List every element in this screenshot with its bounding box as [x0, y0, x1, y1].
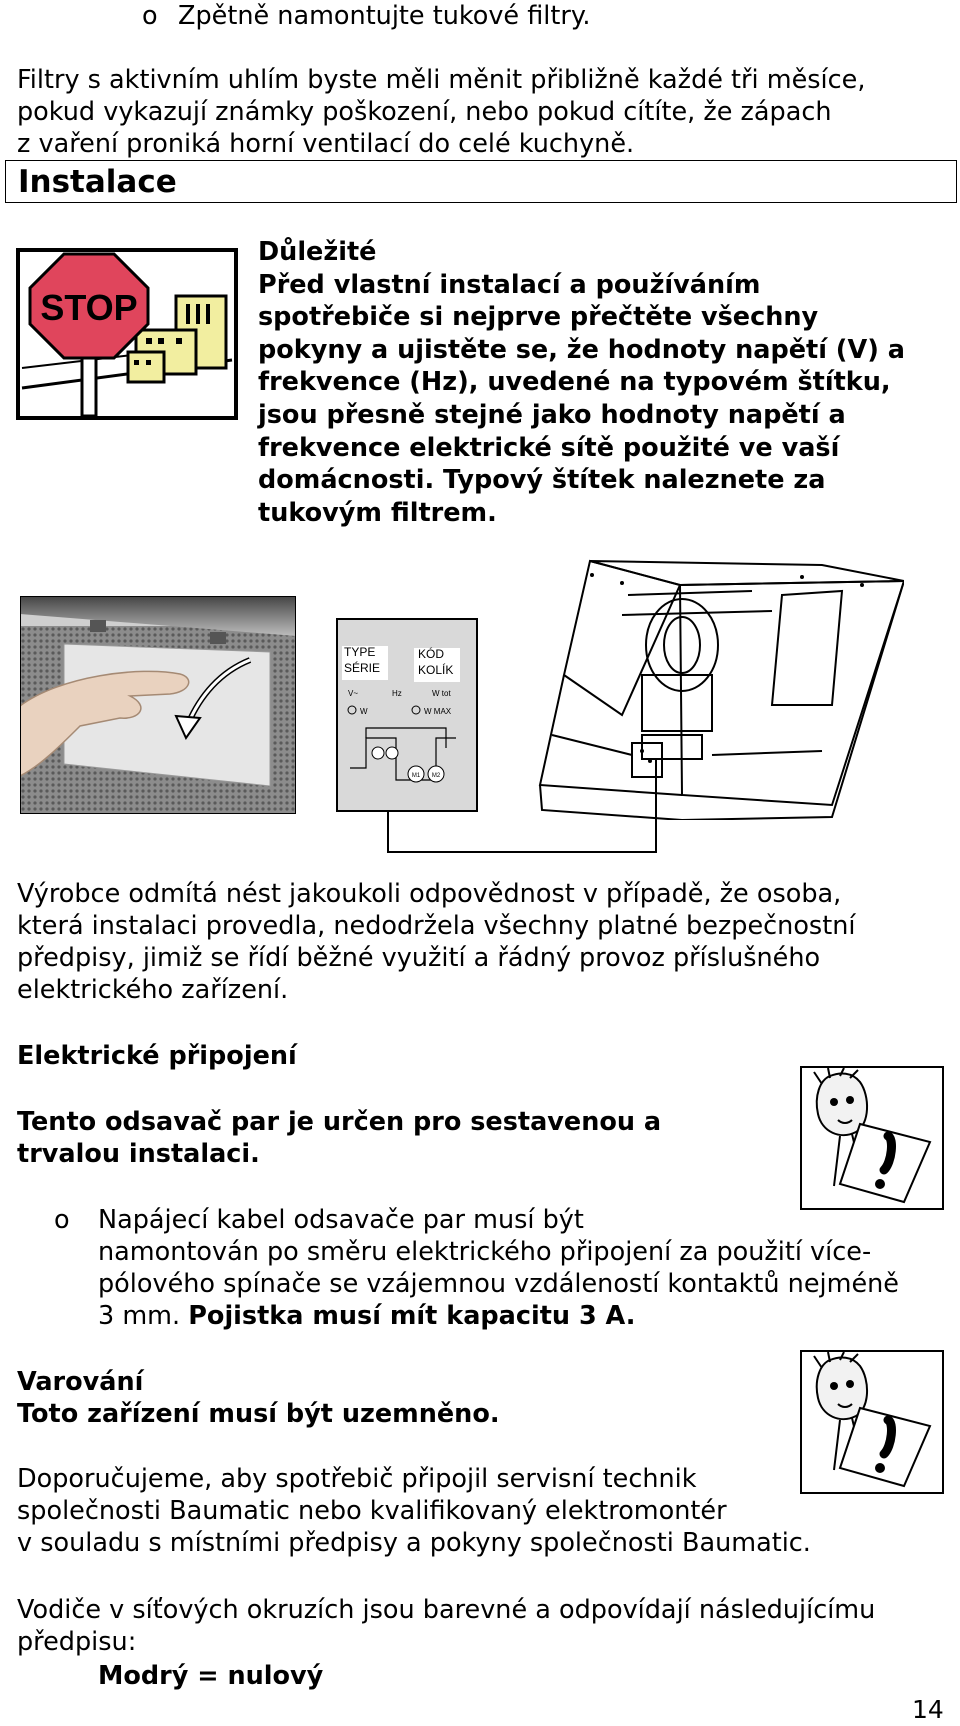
hood-diagram: [532, 555, 904, 820]
svg-text:W: W: [360, 707, 368, 716]
page-number: 14: [912, 1695, 944, 1724]
svg-text:V~: V~: [348, 689, 359, 698]
warning-text: Toto zařízení musí být uzemněno.: [17, 1399, 500, 1429]
svg-text:Hz: Hz: [392, 689, 402, 698]
wires-paragraph: Vodiče v síťových okruzích jsou barevné a odpovídají následujícímu předpisu:: [17, 1595, 876, 1657]
section-header: [5, 160, 957, 203]
svg-text:W tot: W tot: [432, 689, 451, 698]
important-heading: Důležité: [258, 237, 377, 267]
stop-sign-illustration: [16, 248, 238, 420]
warning-block: [17, 1366, 500, 1430]
bullet-text: Zpětně namontujte tukové filtry.: [178, 1, 591, 31]
warning-cartoon-icon: [800, 1066, 944, 1210]
liability-paragraph: Výrobce odmítá nést jakoukoli odpovědnost v případě, že osoba, která instalaci provedla, nedodržela všechny platné bezpečnostní předpisy, jimiž se řídí běžné využití a řádný provoz příslušného elektrického zařízení.: [17, 879, 856, 1005]
section-title: Instalace: [18, 164, 177, 200]
fuse-capacity: Pojistka musí mít kapacitu 3 A.: [188, 1301, 636, 1331]
warning-cartoon-icon-2: [800, 1350, 944, 1494]
svg-text:M2: M2: [431, 773, 441, 779]
wire-rule: Modrý = nulový: [98, 1661, 324, 1691]
bullet-marker: o: [142, 1, 158, 31]
fixed-install-notice: Tento odsavač par je určen pro sestavenou a trvalou instalaci.: [17, 1107, 662, 1169]
filter-paragraph: Filtry s aktivním uhlím byste měli měnit přibližně každé tři měsíce, pokud vykazují známky poškození, nebo pokud cítíte, že zápach z vaření proniká horní ventilací do celé kuchyně.: [17, 65, 866, 159]
serie-label: SÉRIE: [344, 661, 381, 675]
svg-text:M1: M1: [411, 773, 421, 779]
cable-bullet-marker: o: [54, 1205, 70, 1235]
kolik-label: KOLÍK: [418, 663, 454, 677]
important-notice: Důležité Před vlastní instalací a používáním spotřebiče si nejprve přečtěte všechny pokyny a ujistěte se, že hodnoty napětí (V) a frekvence (Hz), uvedené na typovém štítku, jsou přesně stejné jako hodnoty napětí a frekvence elektrické sítě použité ve vaší domácnosti. Typový štítek naleznete za tukovým filtrem.: [258, 236, 948, 529]
stop-text: STOP: [40, 287, 138, 328]
kod-label: KÓD: [418, 647, 445, 661]
svg-text:W MAX: W MAX: [424, 707, 452, 716]
electrical-heading: Elektrické připojení: [17, 1041, 297, 1071]
type-label: TYPE: [344, 645, 376, 659]
cable-bullet-text: Napájecí kabel odsavače par musí být namontován po směru elektrického připojení za použití více- pólového spínače se vzájemnou vzdáleností kontaktů nejméně 3 mm. Pojistka musí mít kapacitu 3 A.: [98, 1205, 899, 1331]
warning-heading: Varování: [17, 1367, 144, 1397]
filter-removal-photo: [20, 596, 296, 814]
recommend-paragraph: Doporučujeme, aby spotřebič připojil servisní technik společnosti Baumatic nebo kvalifikovaný elektromontér v souladu s místními předpisy a pokyny společnosti Baumatic.: [17, 1464, 811, 1558]
